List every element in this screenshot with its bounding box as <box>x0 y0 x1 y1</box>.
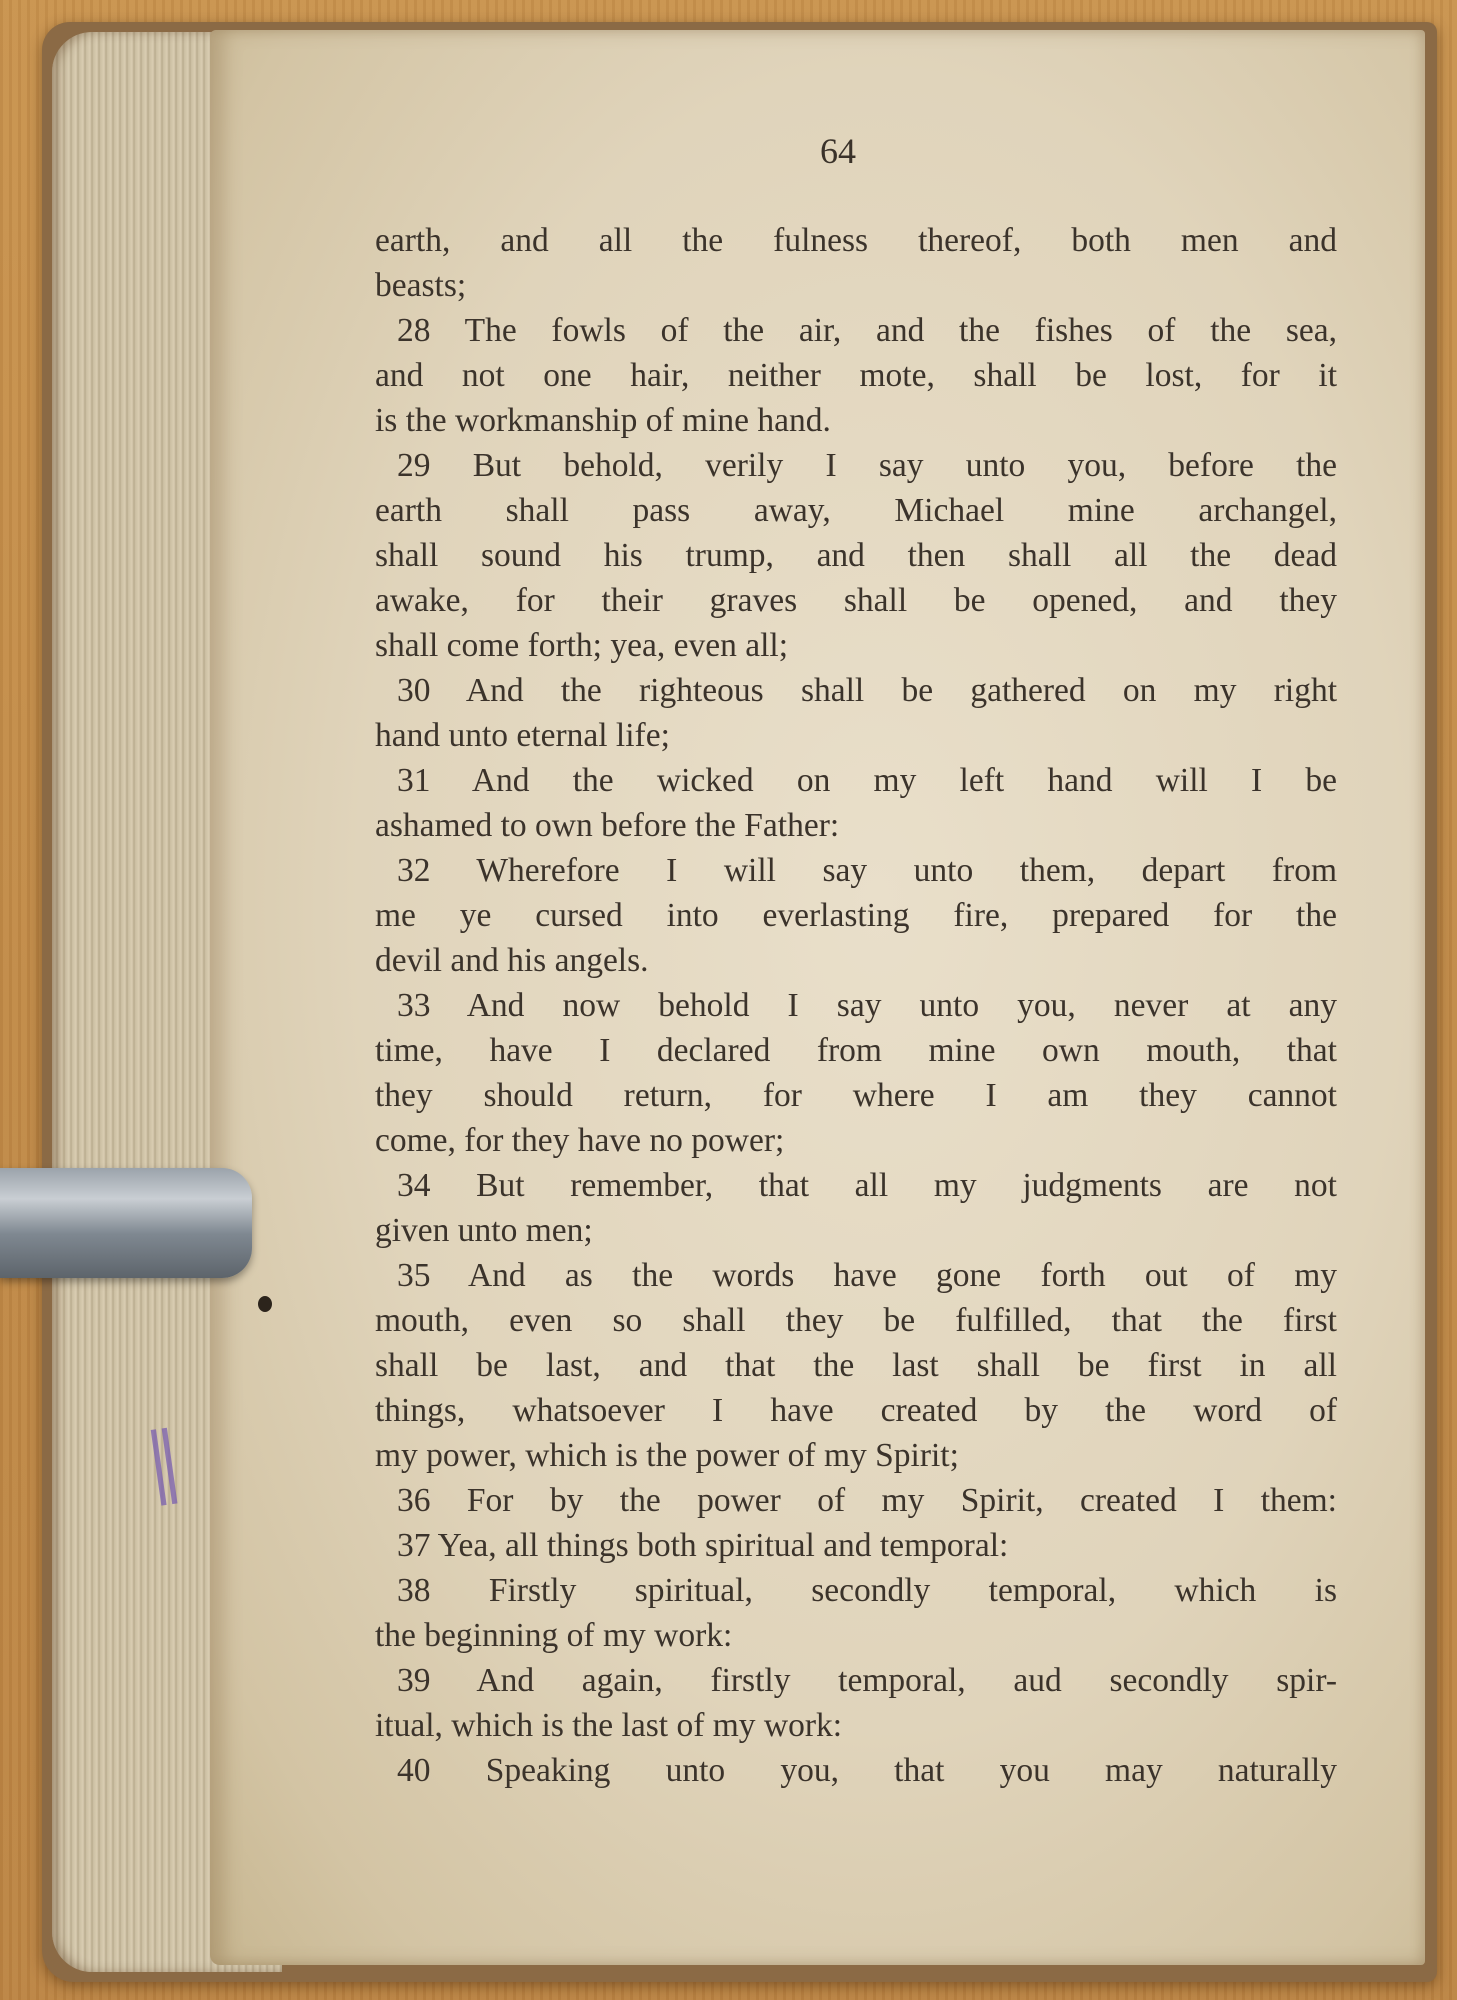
text-line: given unto men; <box>375 1212 593 1249</box>
verse-line: 35 And as the words have gone forth out of my <box>397 1257 1337 1294</box>
verse-line: 29 But behold, verily I say unto you, before the <box>397 447 1337 484</box>
text-line: the beginning of my work: <box>375 1617 733 1654</box>
text-line: hand unto eternal life; <box>375 717 670 754</box>
verse-line: 31 And the wicked on my left hand will I be <box>397 762 1337 799</box>
text-line: shall sound his trump, and then shall all the dead <box>375 537 1337 574</box>
text-line: shall be last, and that the last shall be first in all <box>375 1347 1337 1384</box>
text-line: time, have I declared from mine own mouth, that <box>375 1032 1337 1069</box>
text-line: itual, which is the last of my work: <box>375 1707 843 1744</box>
text-line: awake, for their graves shall be opened, and they <box>375 582 1337 619</box>
purple-ink-mark: ‖ <box>140 1405 189 1531</box>
verse-line: 40 Speaking unto you, that you may naturally <box>397 1752 1337 1789</box>
text-line: come, for they have no power; <box>375 1122 785 1159</box>
text-line: my power, which is the power of my Spirit; <box>375 1437 959 1474</box>
text-line: mouth, even so shall they be fulfilled, that the first <box>375 1302 1337 1339</box>
verse-line: 39 And again, firstly temporal, aud secondly spir- <box>397 1662 1337 1699</box>
metal-bookmark <box>0 1168 252 1278</box>
text-line: things, whatsoever I have created by the word of <box>375 1392 1337 1429</box>
text-line: ashamed to own before the Father: <box>375 807 840 844</box>
verse-line: 36 For by the power of my Spirit, created I them: <box>397 1482 1337 1519</box>
verse-line: 30 And the righteous shall be gathered on my right <box>397 672 1337 709</box>
text-line: and not one hair, neither mote, shall be lost, for it <box>375 357 1337 394</box>
text-line: earth shall pass away, Michael mine archangel, <box>375 492 1337 529</box>
verse-line: 33 And now behold I say unto you, never at any <box>397 987 1337 1024</box>
page-number: 64 <box>820 131 856 171</box>
ink-dot <box>258 1296 272 1312</box>
text-line: earth, and all the fulness thereof, both men and <box>375 222 1337 259</box>
text-line: devil and his angels. <box>375 942 649 979</box>
text-line: is the workmanship of mine hand. <box>375 402 831 439</box>
page-text <box>375 218 1337 1793</box>
text-line: shall come forth; yea, even all; <box>375 627 789 664</box>
verse-line: 34 But remember, that all my judgments are not <box>397 1167 1337 1204</box>
verse-line: 28 The fowls of the air, and the fishes of the sea, <box>397 312 1337 349</box>
text-line: they should return, for where I am they cannot <box>375 1077 1337 1114</box>
text-line: beasts; <box>375 267 467 304</box>
verse-line: 38 Firstly spiritual, secondly temporal, which is <box>397 1572 1337 1609</box>
text-line: me ye cursed into everlasting fire, prepared for the <box>375 897 1337 934</box>
verse-line: 37 Yea, all things both spiritual and temporal: <box>397 1527 1009 1564</box>
verse-line: 32 Wherefore I will say unto them, depart from <box>397 852 1337 889</box>
